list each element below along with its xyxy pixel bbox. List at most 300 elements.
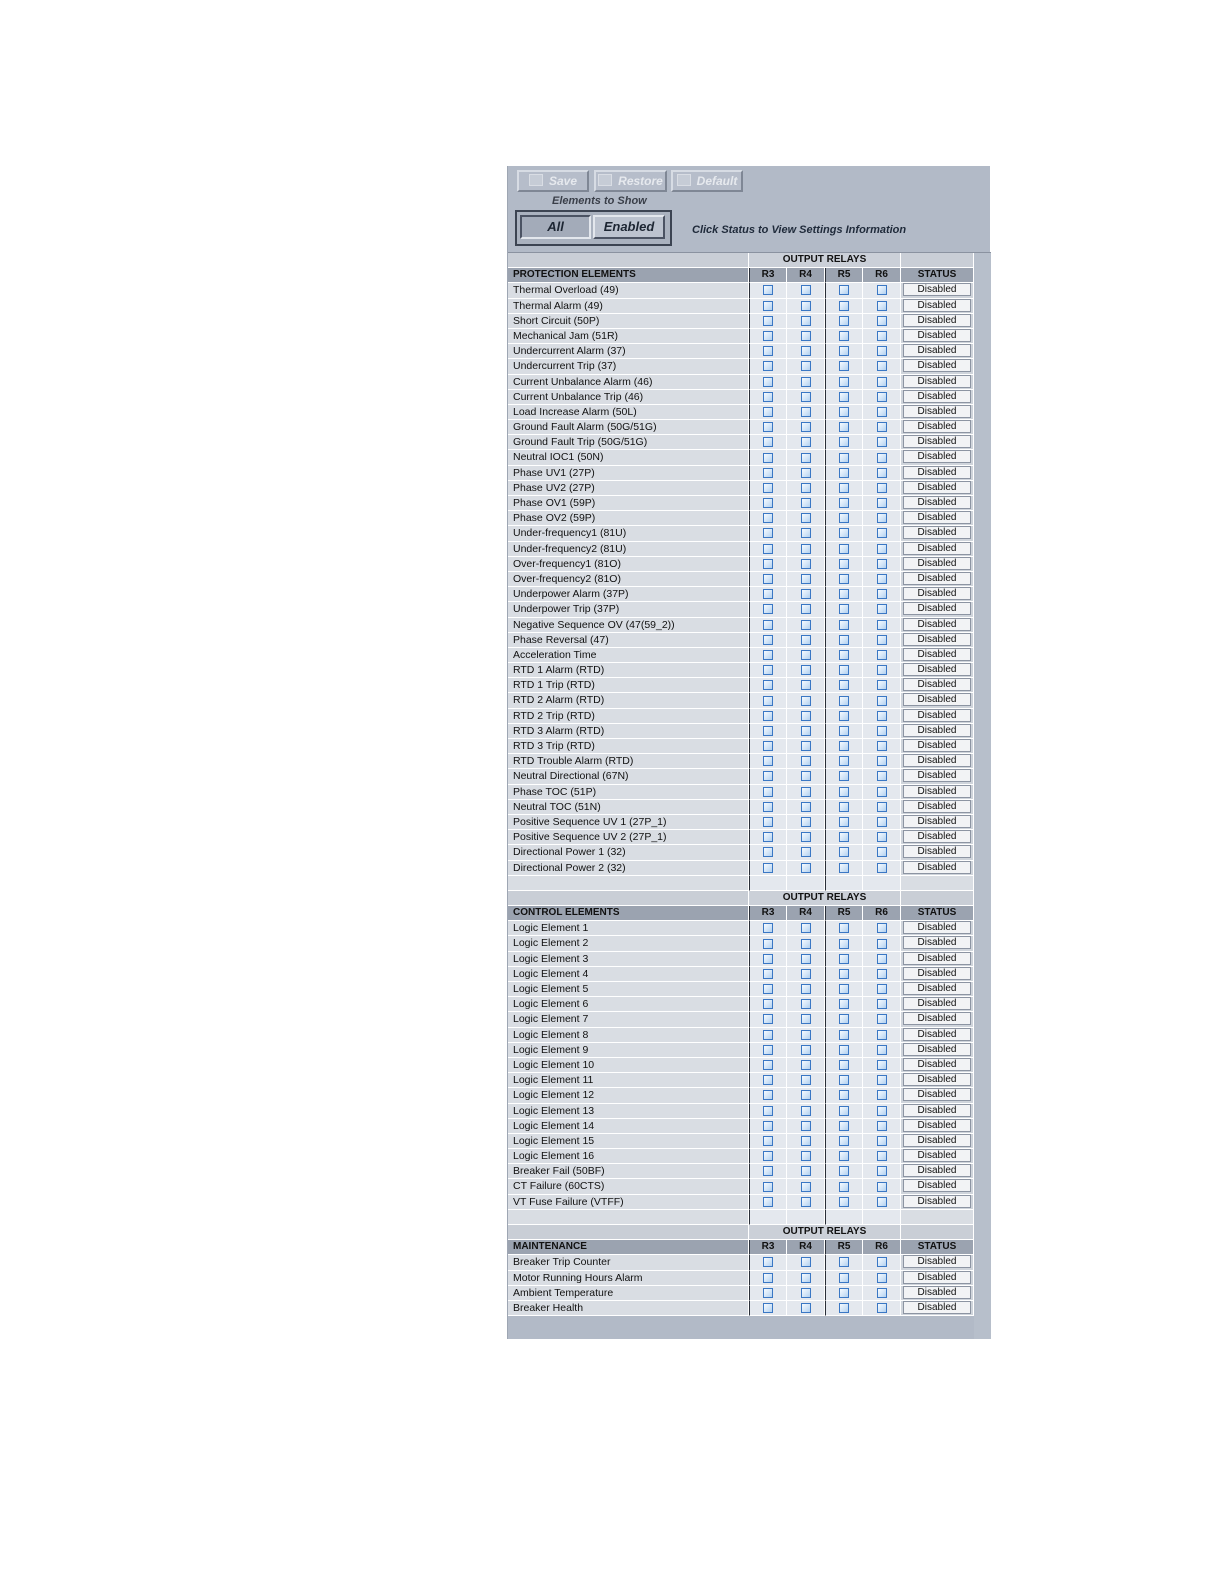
relay-r5-checkbox[interactable] [839, 1197, 849, 1207]
relay-r5-checkbox[interactable] [839, 1090, 849, 1100]
relay-r3-checkbox[interactable] [763, 635, 773, 645]
relay-r3-checkbox[interactable] [763, 301, 773, 311]
relay-r5-checkbox[interactable] [839, 817, 849, 827]
relay-r5-checkbox[interactable] [839, 954, 849, 964]
relay-r4-checkbox[interactable] [801, 620, 811, 630]
relay-r6-checkbox[interactable] [877, 437, 887, 447]
relay-r6-checkbox[interactable] [877, 316, 887, 326]
relay-r5-checkbox[interactable] [839, 544, 849, 554]
status-button[interactable]: Disabled [903, 785, 971, 798]
relay-r6-checkbox[interactable] [877, 468, 887, 478]
relay-r5-checkbox[interactable] [839, 483, 849, 493]
relay-r3-checkbox[interactable] [763, 1303, 773, 1313]
relay-r3-checkbox[interactable] [763, 285, 773, 295]
status-button[interactable]: Disabled [903, 450, 971, 463]
save-button[interactable] [517, 170, 589, 192]
relay-r6-checkbox[interactable] [877, 1106, 887, 1116]
relay-r5-checkbox[interactable] [839, 984, 849, 994]
default-button[interactable] [671, 170, 743, 192]
vertical-scrollbar[interactable] [974, 253, 991, 1339]
relay-r4-checkbox[interactable] [801, 422, 811, 432]
relay-r5-checkbox[interactable] [839, 1075, 849, 1085]
relay-r6-checkbox[interactable] [877, 1014, 887, 1024]
status-button[interactable]: Disabled [903, 1119, 971, 1132]
relay-r4-checkbox[interactable] [801, 635, 811, 645]
status-button[interactable]: Disabled [903, 739, 971, 752]
relay-r5-checkbox[interactable] [839, 1303, 849, 1313]
relay-r6-checkbox[interactable] [877, 756, 887, 766]
relay-r5-checkbox[interactable] [839, 999, 849, 1009]
relay-r4-checkbox[interactable] [801, 331, 811, 341]
relay-r6-checkbox[interactable] [877, 604, 887, 614]
status-button[interactable]: Disabled [903, 466, 971, 479]
relay-r4-checkbox[interactable] [801, 316, 811, 326]
relay-r6-checkbox[interactable] [877, 1045, 887, 1055]
relay-r4-checkbox[interactable] [801, 741, 811, 751]
relay-r6-checkbox[interactable] [877, 620, 887, 630]
relay-r4-checkbox[interactable] [801, 498, 811, 508]
relay-r4-checkbox[interactable] [801, 847, 811, 857]
status-button[interactable]: Disabled [903, 390, 971, 403]
status-button[interactable]: Disabled [903, 769, 971, 782]
relay-r5-checkbox[interactable] [839, 574, 849, 584]
relay-r3-checkbox[interactable] [763, 1166, 773, 1176]
relay-r3-checkbox[interactable] [763, 377, 773, 387]
relay-r4-checkbox[interactable] [801, 377, 811, 387]
status-button[interactable]: Disabled [903, 420, 971, 433]
relay-r4-checkbox[interactable] [801, 863, 811, 873]
relay-r3-checkbox[interactable] [763, 1182, 773, 1192]
relay-r6-checkbox[interactable] [877, 741, 887, 751]
relay-r3-checkbox[interactable] [763, 741, 773, 751]
status-button[interactable]: Disabled [903, 952, 971, 965]
relay-r3-checkbox[interactable] [763, 498, 773, 508]
status-button[interactable]: Disabled [903, 1286, 971, 1299]
status-button[interactable]: Disabled [903, 618, 971, 631]
status-button[interactable]: Disabled [903, 542, 971, 555]
status-button[interactable]: Disabled [903, 526, 971, 539]
relay-r6-checkbox[interactable] [877, 392, 887, 402]
status-button[interactable]: Disabled [903, 375, 971, 388]
relay-r3-checkbox[interactable] [763, 650, 773, 660]
status-button[interactable]: Disabled [903, 481, 971, 494]
relay-r6-checkbox[interactable] [877, 1136, 887, 1146]
relay-r6-checkbox[interactable] [877, 1303, 887, 1313]
relay-r5-checkbox[interactable] [839, 331, 849, 341]
relay-r4-checkbox[interactable] [801, 1014, 811, 1024]
relay-r4-checkbox[interactable] [801, 453, 811, 463]
relay-r5-checkbox[interactable] [839, 1273, 849, 1283]
relay-r5-checkbox[interactable] [839, 635, 849, 645]
relay-r5-checkbox[interactable] [839, 468, 849, 478]
relay-r6-checkbox[interactable] [877, 528, 887, 538]
relay-r4-checkbox[interactable] [801, 802, 811, 812]
relay-r3-checkbox[interactable] [763, 787, 773, 797]
relay-r4-checkbox[interactable] [801, 984, 811, 994]
relay-r5-checkbox[interactable] [839, 1030, 849, 1040]
relay-r5-checkbox[interactable] [839, 1257, 849, 1267]
relay-r5-checkbox[interactable] [839, 407, 849, 417]
relay-r4-checkbox[interactable] [801, 574, 811, 584]
relay-r6-checkbox[interactable] [877, 1121, 887, 1131]
relay-r4-checkbox[interactable] [801, 361, 811, 371]
relay-r3-checkbox[interactable] [763, 528, 773, 538]
status-button[interactable]: Disabled [903, 845, 971, 858]
relay-r6-checkbox[interactable] [877, 1273, 887, 1283]
relay-r6-checkbox[interactable] [877, 559, 887, 569]
relay-r3-checkbox[interactable] [763, 422, 773, 432]
relay-r5-checkbox[interactable] [839, 665, 849, 675]
relay-r3-checkbox[interactable] [763, 802, 773, 812]
restore-button[interactable] [594, 170, 667, 192]
relay-r6-checkbox[interactable] [877, 483, 887, 493]
status-button[interactable]: Disabled [903, 344, 971, 357]
relay-r6-checkbox[interactable] [877, 802, 887, 812]
relay-r4-checkbox[interactable] [801, 589, 811, 599]
relay-r3-checkbox[interactable] [763, 1030, 773, 1040]
relay-r6-checkbox[interactable] [877, 422, 887, 432]
relay-r3-checkbox[interactable] [763, 680, 773, 690]
relay-r3-checkbox[interactable] [763, 1197, 773, 1207]
relay-r3-checkbox[interactable] [763, 392, 773, 402]
relay-r4-checkbox[interactable] [801, 1288, 811, 1298]
relay-r6-checkbox[interactable] [877, 1090, 887, 1100]
relay-r5-checkbox[interactable] [839, 346, 849, 356]
relay-r5-checkbox[interactable] [839, 771, 849, 781]
relay-r4-checkbox[interactable] [801, 923, 811, 933]
status-button[interactable]: Disabled [903, 1301, 971, 1314]
relay-r5-checkbox[interactable] [839, 589, 849, 599]
relay-r6-checkbox[interactable] [877, 969, 887, 979]
relay-r3-checkbox[interactable] [763, 817, 773, 827]
status-button[interactable]: Disabled [903, 648, 971, 661]
relay-r5-checkbox[interactable] [839, 392, 849, 402]
relay-r5-checkbox[interactable] [839, 437, 849, 447]
relay-r4-checkbox[interactable] [801, 1303, 811, 1313]
status-button[interactable]: Disabled [903, 405, 971, 418]
relay-r3-checkbox[interactable] [763, 1121, 773, 1131]
status-button[interactable]: Disabled [903, 830, 971, 843]
relay-r6-checkbox[interactable] [877, 832, 887, 842]
relay-r5-checkbox[interactable] [839, 377, 849, 387]
status-button[interactable]: Disabled [903, 1012, 971, 1025]
relay-r4-checkbox[interactable] [801, 559, 811, 569]
relay-r5-checkbox[interactable] [839, 726, 849, 736]
relay-r3-checkbox[interactable] [763, 863, 773, 873]
relay-r3-checkbox[interactable] [763, 437, 773, 447]
relay-r3-checkbox[interactable] [763, 407, 773, 417]
status-button[interactable]: Disabled [903, 861, 971, 874]
relay-r5-checkbox[interactable] [839, 604, 849, 614]
relay-r6-checkbox[interactable] [877, 650, 887, 660]
status-button[interactable]: Disabled [903, 1088, 971, 1101]
status-button[interactable]: Disabled [903, 329, 971, 342]
status-button[interactable]: Disabled [903, 936, 971, 949]
status-button[interactable]: Disabled [903, 1179, 971, 1192]
status-button[interactable]: Disabled [903, 557, 971, 570]
relay-r6-checkbox[interactable] [877, 696, 887, 706]
relay-r5-checkbox[interactable] [839, 939, 849, 949]
relay-r6-checkbox[interactable] [877, 1257, 887, 1267]
relay-r5-checkbox[interactable] [839, 361, 849, 371]
relay-r5-checkbox[interactable] [839, 863, 849, 873]
relay-r5-checkbox[interactable] [839, 528, 849, 538]
status-button[interactable]: Disabled [903, 1043, 971, 1056]
relay-r6-checkbox[interactable] [877, 1151, 887, 1161]
status-button[interactable]: Disabled [903, 1164, 971, 1177]
relay-r3-checkbox[interactable] [763, 1106, 773, 1116]
relay-r3-checkbox[interactable] [763, 756, 773, 766]
relay-r4-checkbox[interactable] [801, 437, 811, 447]
relay-r4-checkbox[interactable] [801, 301, 811, 311]
relay-r5-checkbox[interactable] [839, 923, 849, 933]
status-button[interactable]: Disabled [903, 633, 971, 646]
status-button[interactable]: Disabled [903, 602, 971, 615]
relay-r5-checkbox[interactable] [839, 513, 849, 523]
relay-r4-checkbox[interactable] [801, 726, 811, 736]
relay-r3-checkbox[interactable] [763, 1273, 773, 1283]
status-button[interactable]: Disabled [903, 709, 971, 722]
relay-r6-checkbox[interactable] [877, 847, 887, 857]
relay-r5-checkbox[interactable] [839, 680, 849, 690]
relay-r6-checkbox[interactable] [877, 680, 887, 690]
relay-r4-checkbox[interactable] [801, 696, 811, 706]
relay-r5-checkbox[interactable] [839, 620, 849, 630]
status-button[interactable]: Disabled [903, 678, 971, 691]
relay-r6-checkbox[interactable] [877, 635, 887, 645]
relay-r6-checkbox[interactable] [877, 1166, 887, 1176]
status-button[interactable]: Disabled [903, 982, 971, 995]
relay-r6-checkbox[interactable] [877, 498, 887, 508]
status-button[interactable]: Disabled [903, 663, 971, 676]
relay-r6-checkbox[interactable] [877, 574, 887, 584]
relay-r4-checkbox[interactable] [801, 513, 811, 523]
relay-r5-checkbox[interactable] [839, 1045, 849, 1055]
status-button[interactable]: Disabled [903, 1073, 971, 1086]
relay-r3-checkbox[interactable] [763, 771, 773, 781]
status-button[interactable]: Disabled [903, 1028, 971, 1041]
relay-r3-checkbox[interactable] [763, 1060, 773, 1070]
relay-r6-checkbox[interactable] [877, 301, 887, 311]
relay-r3-checkbox[interactable] [763, 620, 773, 630]
relay-r4-checkbox[interactable] [801, 1166, 811, 1176]
relay-r3-checkbox[interactable] [763, 1014, 773, 1024]
status-button[interactable]: Disabled [903, 1134, 971, 1147]
relay-r3-checkbox[interactable] [763, 604, 773, 614]
relay-r6-checkbox[interactable] [877, 999, 887, 1009]
show-all-button[interactable]: All [520, 215, 591, 239]
status-button[interactable]: Disabled [903, 967, 971, 980]
status-button[interactable]: Disabled [903, 800, 971, 813]
relay-r4-checkbox[interactable] [801, 954, 811, 964]
relay-r3-checkbox[interactable] [763, 574, 773, 584]
status-button[interactable]: Disabled [903, 1058, 971, 1071]
relay-r6-checkbox[interactable] [877, 923, 887, 933]
relay-r6-checkbox[interactable] [877, 453, 887, 463]
relay-r4-checkbox[interactable] [801, 544, 811, 554]
relay-r5-checkbox[interactable] [839, 650, 849, 660]
relay-r3-checkbox[interactable] [763, 453, 773, 463]
relay-r4-checkbox[interactable] [801, 1136, 811, 1146]
relay-r3-checkbox[interactable] [763, 331, 773, 341]
relay-r4-checkbox[interactable] [801, 1030, 811, 1040]
relay-r6-checkbox[interactable] [877, 407, 887, 417]
relay-r6-checkbox[interactable] [877, 1197, 887, 1207]
relay-r4-checkbox[interactable] [801, 483, 811, 493]
relay-r4-checkbox[interactable] [801, 1151, 811, 1161]
relay-r3-checkbox[interactable] [763, 1045, 773, 1055]
relay-r5-checkbox[interactable] [839, 559, 849, 569]
relay-r5-checkbox[interactable] [839, 969, 849, 979]
relay-r3-checkbox[interactable] [763, 832, 773, 842]
relay-r3-checkbox[interactable] [763, 726, 773, 736]
relay-r3-checkbox[interactable] [763, 559, 773, 569]
status-button[interactable]: Disabled [903, 572, 971, 585]
relay-r3-checkbox[interactable] [763, 847, 773, 857]
status-button[interactable]: Disabled [903, 314, 971, 327]
relay-r3-checkbox[interactable] [763, 696, 773, 706]
relay-r5-checkbox[interactable] [839, 316, 849, 326]
relay-r3-checkbox[interactable] [763, 513, 773, 523]
relay-r4-checkbox[interactable] [801, 969, 811, 979]
relay-r5-checkbox[interactable] [839, 453, 849, 463]
status-button[interactable]: Disabled [903, 693, 971, 706]
relay-r6-checkbox[interactable] [877, 1030, 887, 1040]
relay-r3-checkbox[interactable] [763, 346, 773, 356]
relay-r4-checkbox[interactable] [801, 468, 811, 478]
status-button[interactable]: Disabled [903, 435, 971, 448]
relay-r5-checkbox[interactable] [839, 1166, 849, 1176]
relay-r4-checkbox[interactable] [801, 346, 811, 356]
status-button[interactable]: Disabled [903, 1104, 971, 1117]
relay-r5-checkbox[interactable] [839, 422, 849, 432]
relay-r6-checkbox[interactable] [877, 285, 887, 295]
status-button[interactable]: Disabled [903, 496, 971, 509]
status-button[interactable]: Disabled [903, 997, 971, 1010]
relay-r4-checkbox[interactable] [801, 771, 811, 781]
relay-r4-checkbox[interactable] [801, 711, 811, 721]
relay-r4-checkbox[interactable] [801, 1257, 811, 1267]
relay-r3-checkbox[interactable] [763, 468, 773, 478]
relay-r6-checkbox[interactable] [877, 787, 887, 797]
relay-r6-checkbox[interactable] [877, 984, 887, 994]
status-button[interactable]: Disabled [903, 1255, 971, 1268]
status-button[interactable]: Disabled [903, 815, 971, 828]
status-button[interactable]: Disabled [903, 921, 971, 934]
relay-r4-checkbox[interactable] [801, 756, 811, 766]
relay-r4-checkbox[interactable] [801, 832, 811, 842]
relay-r5-checkbox[interactable] [839, 301, 849, 311]
status-button[interactable]: Disabled [903, 359, 971, 372]
relay-r6-checkbox[interactable] [877, 331, 887, 341]
relay-r3-checkbox[interactable] [763, 1151, 773, 1161]
relay-r5-checkbox[interactable] [839, 696, 849, 706]
relay-r4-checkbox[interactable] [801, 1075, 811, 1085]
relay-r6-checkbox[interactable] [877, 1060, 887, 1070]
relay-r5-checkbox[interactable] [839, 741, 849, 751]
status-button[interactable]: Disabled [903, 1149, 971, 1162]
relay-r3-checkbox[interactable] [763, 361, 773, 371]
relay-r6-checkbox[interactable] [877, 1288, 887, 1298]
relay-r5-checkbox[interactable] [839, 1288, 849, 1298]
relay-r6-checkbox[interactable] [877, 817, 887, 827]
relay-r5-checkbox[interactable] [839, 1136, 849, 1146]
relay-r4-checkbox[interactable] [801, 407, 811, 417]
status-button[interactable]: Disabled [903, 754, 971, 767]
relay-r6-checkbox[interactable] [877, 771, 887, 781]
relay-r3-checkbox[interactable] [763, 954, 773, 964]
relay-r3-checkbox[interactable] [763, 1136, 773, 1146]
relay-r3-checkbox[interactable] [763, 665, 773, 675]
status-button[interactable]: Disabled [903, 283, 971, 296]
relay-r5-checkbox[interactable] [839, 285, 849, 295]
relay-r6-checkbox[interactable] [877, 1182, 887, 1192]
relay-r5-checkbox[interactable] [839, 498, 849, 508]
relay-r4-checkbox[interactable] [801, 1121, 811, 1131]
relay-r3-checkbox[interactable] [763, 711, 773, 721]
relay-r4-checkbox[interactable] [801, 817, 811, 827]
relay-r5-checkbox[interactable] [839, 1151, 849, 1161]
relay-r3-checkbox[interactable] [763, 1288, 773, 1298]
relay-r3-checkbox[interactable] [763, 969, 773, 979]
relay-r3-checkbox[interactable] [763, 544, 773, 554]
relay-r4-checkbox[interactable] [801, 999, 811, 1009]
relay-r3-checkbox[interactable] [763, 1257, 773, 1267]
relay-r6-checkbox[interactable] [877, 954, 887, 964]
relay-r4-checkbox[interactable] [801, 787, 811, 797]
relay-r4-checkbox[interactable] [801, 1273, 811, 1283]
relay-r6-checkbox[interactable] [877, 665, 887, 675]
relay-r4-checkbox[interactable] [801, 528, 811, 538]
relay-r3-checkbox[interactable] [763, 984, 773, 994]
relay-r6-checkbox[interactable] [877, 513, 887, 523]
relay-r4-checkbox[interactable] [801, 1090, 811, 1100]
relay-r6-checkbox[interactable] [877, 863, 887, 873]
relay-r6-checkbox[interactable] [877, 377, 887, 387]
relay-r4-checkbox[interactable] [801, 285, 811, 295]
relay-r3-checkbox[interactable] [763, 589, 773, 599]
relay-r3-checkbox[interactable] [763, 1090, 773, 1100]
relay-r4-checkbox[interactable] [801, 650, 811, 660]
relay-r4-checkbox[interactable] [801, 1182, 811, 1192]
status-button[interactable]: Disabled [903, 724, 971, 737]
relay-r6-checkbox[interactable] [877, 726, 887, 736]
status-button[interactable]: Disabled [903, 1271, 971, 1284]
relay-r6-checkbox[interactable] [877, 939, 887, 949]
relay-r5-checkbox[interactable] [839, 847, 849, 857]
relay-r6-checkbox[interactable] [877, 711, 887, 721]
relay-r6-checkbox[interactable] [877, 544, 887, 554]
relay-r4-checkbox[interactable] [801, 604, 811, 614]
relay-r3-checkbox[interactable] [763, 923, 773, 933]
relay-r6-checkbox[interactable] [877, 361, 887, 371]
relay-r3-checkbox[interactable] [763, 1075, 773, 1085]
relay-r5-checkbox[interactable] [839, 802, 849, 812]
relay-r5-checkbox[interactable] [839, 1060, 849, 1070]
relay-r4-checkbox[interactable] [801, 939, 811, 949]
relay-r5-checkbox[interactable] [839, 711, 849, 721]
status-button[interactable]: Disabled [903, 299, 971, 312]
relay-r4-checkbox[interactable] [801, 665, 811, 675]
relay-r5-checkbox[interactable] [839, 832, 849, 842]
relay-r5-checkbox[interactable] [839, 787, 849, 797]
relay-r6-checkbox[interactable] [877, 1075, 887, 1085]
show-enabled-button[interactable]: Enabled [593, 215, 665, 239]
relay-r3-checkbox[interactable] [763, 999, 773, 1009]
relay-r4-checkbox[interactable] [801, 1106, 811, 1116]
relay-r6-checkbox[interactable] [877, 346, 887, 356]
relay-r5-checkbox[interactable] [839, 1121, 849, 1131]
